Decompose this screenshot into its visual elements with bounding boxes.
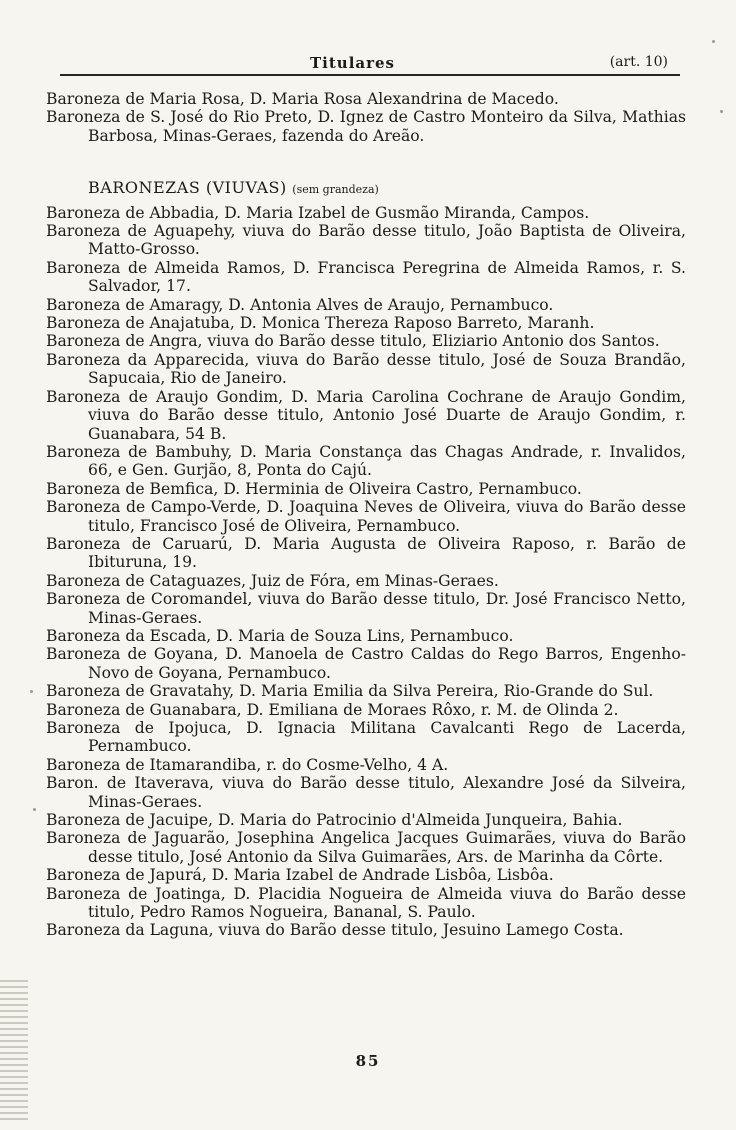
running-header <box>60 52 680 76</box>
list-item: Baroneza de Jacuipe, D. Maria do Patrocinio d'Almeida Junqueira, Bahia. <box>46 811 623 830</box>
list-item: Baroneza de Abbadia, D. Maria Izabel de Gusmão Miranda, Campos. <box>46 203 590 222</box>
paper-speck <box>712 40 715 43</box>
page-body <box>46 90 686 940</box>
paper-speck <box>33 808 36 811</box>
paper-speck <box>30 690 33 693</box>
entries-list <box>46 204 686 940</box>
list-item: Baroneza de Jaguarão, Josephina Angelica Jacques Guimarães, viuva do Barão desse titulo, José Antonio da Silva Guimarães, Ars. de Marinha da Côrte. <box>46 829 686 866</box>
header-article-ref: (art. 10) <box>609 54 668 70</box>
list-item: Baroneza de Anajatuba, D. Monica Thereza Raposo Barreto, Maranh. <box>46 314 595 333</box>
list-item: Baroneza de S. José do Rio Preto, D. Ignez de Castro Monteiro da Silva, Mathias Barbosa, Minas-Geraes, fazenda do Areão. <box>46 108 686 145</box>
section-subtitle: (sem grandeza) <box>292 183 379 197</box>
list-item: Baroneza de Almeida Ramos, D. Francisca Peregrina de Almeida Ramos, r. S. Salvador, 17. <box>46 258 686 296</box>
list-item: Baroneza de Cataguazes, Juiz de Fóra, em Minas-Geraes. <box>46 571 499 590</box>
list-item: Baroneza de Itamarandiba, r. do Cosme-Velho, 4 A. <box>46 755 449 774</box>
paper-speck <box>720 110 723 113</box>
list-item: Baroneza de Coromandel, viuva do Barão desse titulo, Dr. José Francisco Netto, Minas-Geraes. <box>46 590 686 627</box>
list-item: Baroneza da Escada, D. Maria de Souza Lins, Pernambuco. <box>46 626 514 645</box>
header-rule <box>60 74 680 76</box>
list-item: Baroneza de Joatinga, D. Placidia Nogueira de Almeida viuva do Barão desse titulo, Pedro Ramos Nogueira, Bananal, S. Paulo. <box>46 884 686 922</box>
list-item: Baroneza da Apparecida, viuva do Barão desse titulo, José de Souza Brandão, Sapucaia, Rio de Janeiro. <box>46 350 686 388</box>
list-item: Baroneza de Aguapehy, viuva do Barão desse titulo, João Baptista de Oliveira, Matto-Grosso. <box>46 222 686 259</box>
list-item: Baroneza de Angra, viuva do Barão desse titulo, Eliziario Antonio dos Santos. <box>46 332 660 351</box>
list-item: Baron. de Itaverava, viuva do Barão desse titulo, Alexandre José da Silveira, Minas-Geraes. <box>46 774 686 811</box>
list-item: Baroneza de Guanabara, D. Emiliana de Moraes Rôxo, r. M. de Olinda 2. <box>46 700 619 719</box>
list-item: Baroneza de Caruarú, D. Maria Augusta de Oliveira Raposo, r. Barão de Ibituruna, 19. <box>46 534 686 572</box>
list-item: Baroneza de Bemfica, D. Herminia de Oliveira Castro, Pernambuco. <box>46 479 582 498</box>
section-heading <box>46 179 686 199</box>
list-item: Baroneza de Araujo Gondim, D. Maria Carolina Cochrane de Araujo Gondim, viuva do Barão desse titulo, Antonio José Duarte de Araujo Gondim, r. Guanabara, 54 B. <box>46 387 686 443</box>
list-item: Baroneza de Gravatahy, D. Maria Emilia da Silva Pereira, Rio-Grande do Sul. <box>46 682 654 701</box>
list-item: Baroneza de Amaragy, D. Antonia Alves de Araujo, Pernambuco. <box>46 295 554 314</box>
list-item: Baroneza da Laguna, viuva do Barão desse titulo, Jesuino Lamego Costa. <box>46 921 624 940</box>
section-title: BARONEZAS (VIUVAS) <box>88 178 287 198</box>
list-item: Baroneza de Japurá, D. Maria Izabel de Andrade Lisbôa, Lisbôa. <box>46 866 554 885</box>
list-item: Baroneza de Goyana, D. Manoela de Castro Caldas do Rego Barros, Engenho-Novo de Goyana, Pernambuco. <box>46 645 686 682</box>
page-edge-marks <box>0 980 28 1120</box>
list-item: Baroneza de Ipojuca, D. Ignacia Militana Cavalcanti Rego de Lacerda, Pernambuco. <box>46 719 686 756</box>
list-item: Baroneza de Bambuhy, D. Maria Constança das Chagas Andrade, r. Invalidos, 66, e Gen. Gurjão, 8, Ponta do Cajú. <box>46 442 686 480</box>
page-number: 85 <box>355 1052 381 1070</box>
header-title: Titulares <box>310 54 396 72</box>
list-item: Baroneza de Campo-Verde, D. Joaquina Neves de Oliveira, viuva do Barão desse titulo, Francisco José de Oliveira, Pernambuco. <box>46 498 686 535</box>
section-gap <box>46 145 686 179</box>
list-item: Baroneza de Maria Rosa, D. Maria Rosa Alexandrina de Macedo. <box>46 90 559 108</box>
